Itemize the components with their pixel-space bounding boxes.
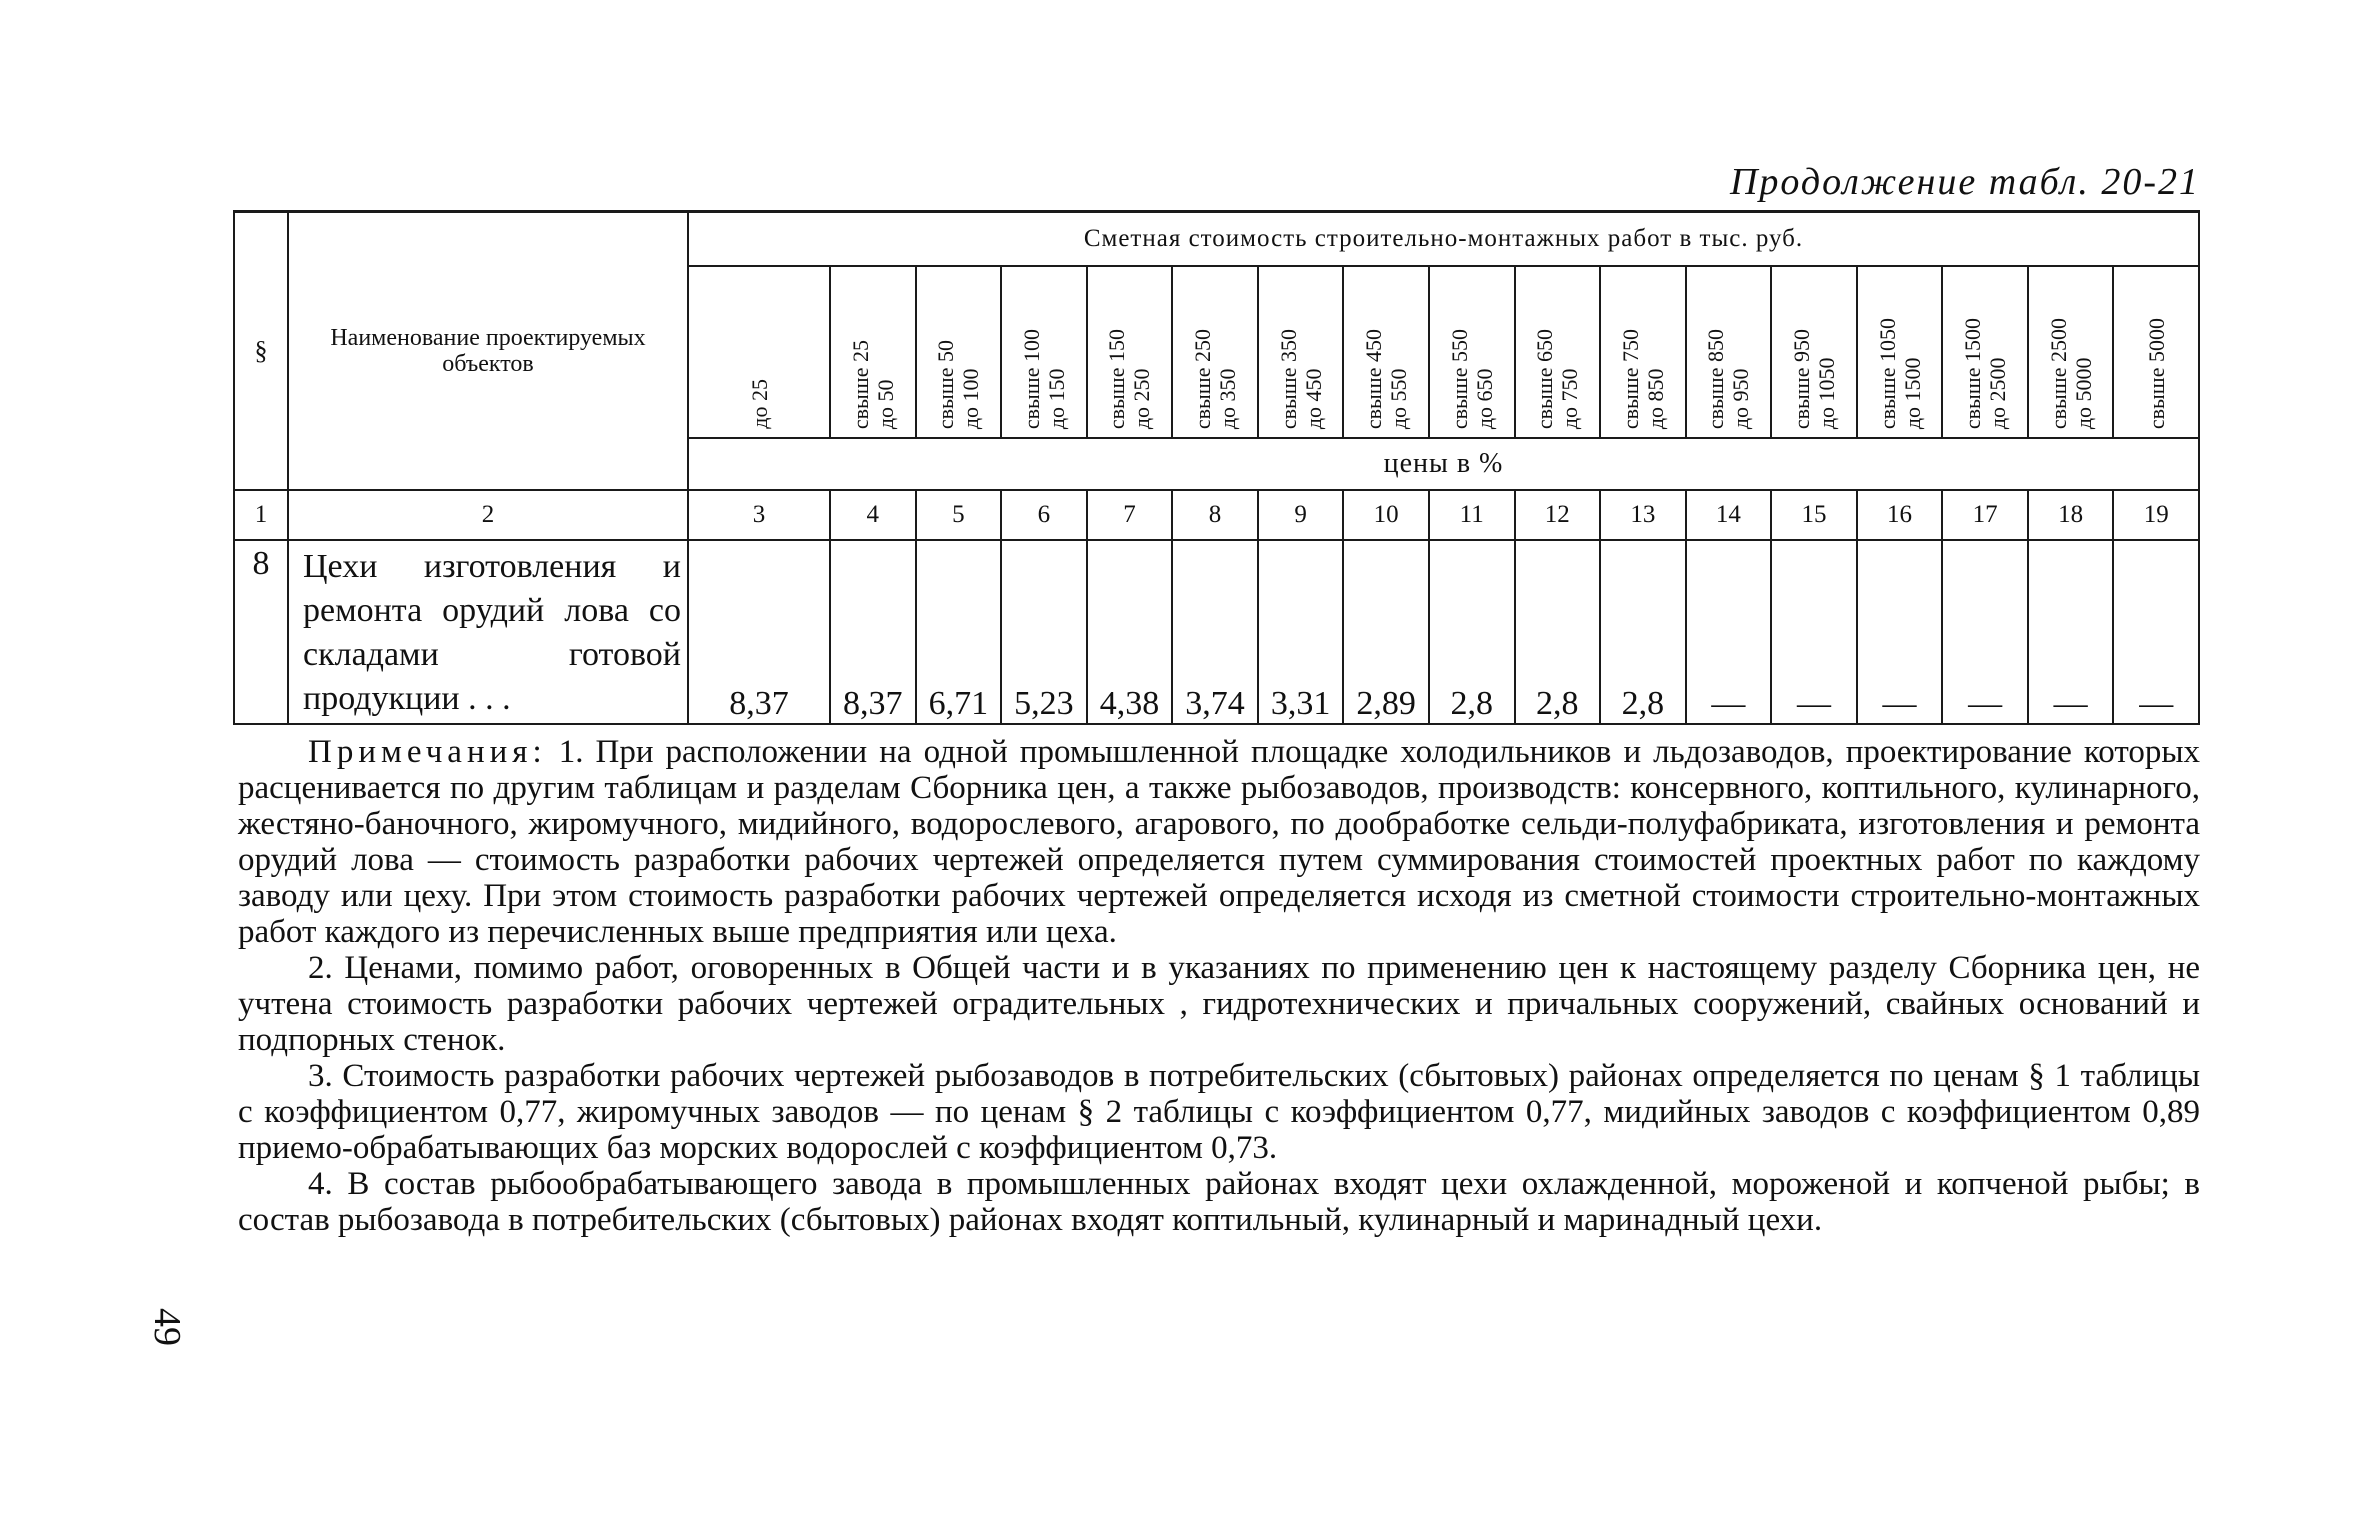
column-number: 19 [2113,490,2199,540]
price-cell: 2,8 [1600,540,1686,724]
price-cell: 2,89 [1343,540,1429,724]
column-number: 18 [2028,490,2114,540]
column-number: 1 [234,490,288,540]
range-header-label: свыше 1500 до 2500 [1960,317,2011,429]
price-cell: 3,31 [1258,540,1344,724]
price-cell: 3,74 [1172,540,1258,724]
range-header-cell [1258,266,1344,438]
header-row-top [234,212,2199,267]
note-1 [238,734,2200,950]
note-4: 4. В состав рыбообрабатывающего завода в промышленных районах входят цехи охлажденной, мороженой и копченой рыбы; в состав рыбозавода в потребительских (сбытовых) районах входят коптильный, кулинарный и маринадный цехи. [238,1166,2200,1238]
price-cell: 8,37 [830,540,916,724]
range-header-label: свыше 50 до 100 [933,339,984,429]
column-number: 12 [1515,490,1601,540]
price-cell: 5,23 [1001,540,1087,724]
range-header-label: свыше 25 до 50 [847,339,898,429]
column-number: 2 [288,490,688,540]
price-cell: — [1942,540,2028,724]
column-number: 15 [1771,490,1857,540]
range-header-cell [1515,266,1601,438]
range-header-cell [2113,266,2199,438]
range-header-label: свыше 850 до 950 [1703,328,1754,429]
price-cell: — [1771,540,1857,724]
column-number: 13 [1600,490,1686,540]
range-header-cell [1857,266,1943,438]
price-cell: — [1686,540,1772,724]
column-number: 3 [688,490,830,540]
range-header-cell [1172,266,1258,438]
range-header-label: свыше 250 до 350 [1190,328,1241,429]
price-cell: — [2028,540,2114,724]
range-header-cell [2028,266,2114,438]
column-number: 14 [1686,490,1772,540]
notes-heading: Примечания: [308,734,547,770]
price-cell: 8,37 [688,540,830,724]
range-header-label: свыше 100 до 150 [1018,328,1069,429]
row-section: 8 [234,540,288,724]
note-2: 2. Ценами, помимо работ, оговоренных в Общей части и в указаниях по применению цен к настоящему разделу Сборника цен, не учтена стоимость разработки рабочих чертежей оградительных , гидротехнических и причальных сооружений, свайных оснований и подпорных стенок. [238,950,2200,1058]
column-number: 16 [1857,490,1943,540]
range-header-label: свыше 2500 до 5000 [2045,317,2096,429]
cost-span-header: Сметная стоимость строительно-монтажных работ в тыс. руб. [688,212,2199,267]
column-number: 17 [1942,490,2028,540]
page-number: 49 [146,1308,188,1346]
range-header-label: свыше 150 до 250 [1104,328,1155,429]
range-header-cell [1686,266,1772,438]
column-number: 4 [830,490,916,540]
name-header: Наименование проектируемых объектов [288,212,688,491]
unit-header: цены в % [688,438,2199,490]
price-table-container [233,210,2200,725]
table-continuation-caption: Продолжение табл. 20-21 [1729,161,2200,203]
price-table [233,210,2200,725]
range-header-cell [830,266,916,438]
range-header-label: свыше 650 до 750 [1532,328,1583,429]
range-header-label: свыше 5000 [2143,317,2169,429]
price-cell: 2,8 [1515,540,1601,724]
price-cell: 4,38 [1087,540,1173,724]
note-1-text: 1. При расположении на одной промышленной площадке холодильников и льдозаводов, проектирование которых расценивается по другим таблицам и разделам Сборника цен, а также рыбозаводов, производств: консервного, коптильного, кулинарного, жестяно-баночного, жиромучного, мидийного, водорослевого, агарового, по дообработке сельди-полуфабриката, изготовления и ремонта орудий лова — стоимость разработки рабочих чертежей определяется путем суммирования стоимостей проектных работ по каждому заводу или цеху. При этом стоимость разработки рабочих чертежей определяется исходя из сметной стоимости строительно-монтажных работ каждого из перечисленных выше предприятия или цеха. [238,734,2200,950]
range-header-label: свыше 550 до 650 [1446,328,1497,429]
range-header-cell [1771,266,1857,438]
range-header-cell [1087,266,1173,438]
notes-block [238,734,2200,1238]
range-header-cell [916,266,1002,438]
range-header-cell [1942,266,2028,438]
range-header-label: свыше 350 до 450 [1275,328,1326,429]
column-number: 5 [916,490,1002,540]
range-header-cell [1600,266,1686,438]
column-number: 8 [1172,490,1258,540]
section-header: § [234,212,288,491]
price-cell: — [1857,540,1943,724]
range-header-cell [688,266,830,438]
range-header-cell [1429,266,1515,438]
price-cell: 2,8 [1429,540,1515,724]
column-number: 6 [1001,490,1087,540]
range-header-label: свыше 750 до 850 [1617,328,1668,429]
note-3: 3. Стоимость разработки рабочих чертежей рыбозаводов в потребительских (сбытовых) районах определяется по ценам § 1 таблицы с коэффициентом 0,77, жиромучных заводов — по ценам § 2 таблицы с коэффициентом 0,77, мидийных заводов с коэффициентом 0,89 приемо-обрабатывающих баз морских водорослей с коэффициентом 0,73. [238,1058,2200,1166]
range-header-cell [1001,266,1087,438]
column-number: 11 [1429,490,1515,540]
row-object-name: Цехи изготовления и ремонта орудий лова со складами готовой продукции . . . [288,540,688,724]
table-row [234,540,2199,724]
column-number: 9 [1258,490,1344,540]
column-number: 10 [1343,490,1429,540]
column-number-row [234,490,2199,540]
price-cell: 6,71 [916,540,1002,724]
range-header-label: до 25 [746,379,772,429]
range-header-cell [1343,266,1429,438]
range-header-label: свыше 450 до 550 [1361,328,1412,429]
range-header-label: свыше 950 до 1050 [1788,328,1839,429]
range-header-label: свыше 1050 до 1500 [1874,317,1925,429]
column-number: 7 [1087,490,1173,540]
price-cell: — [2113,540,2199,724]
